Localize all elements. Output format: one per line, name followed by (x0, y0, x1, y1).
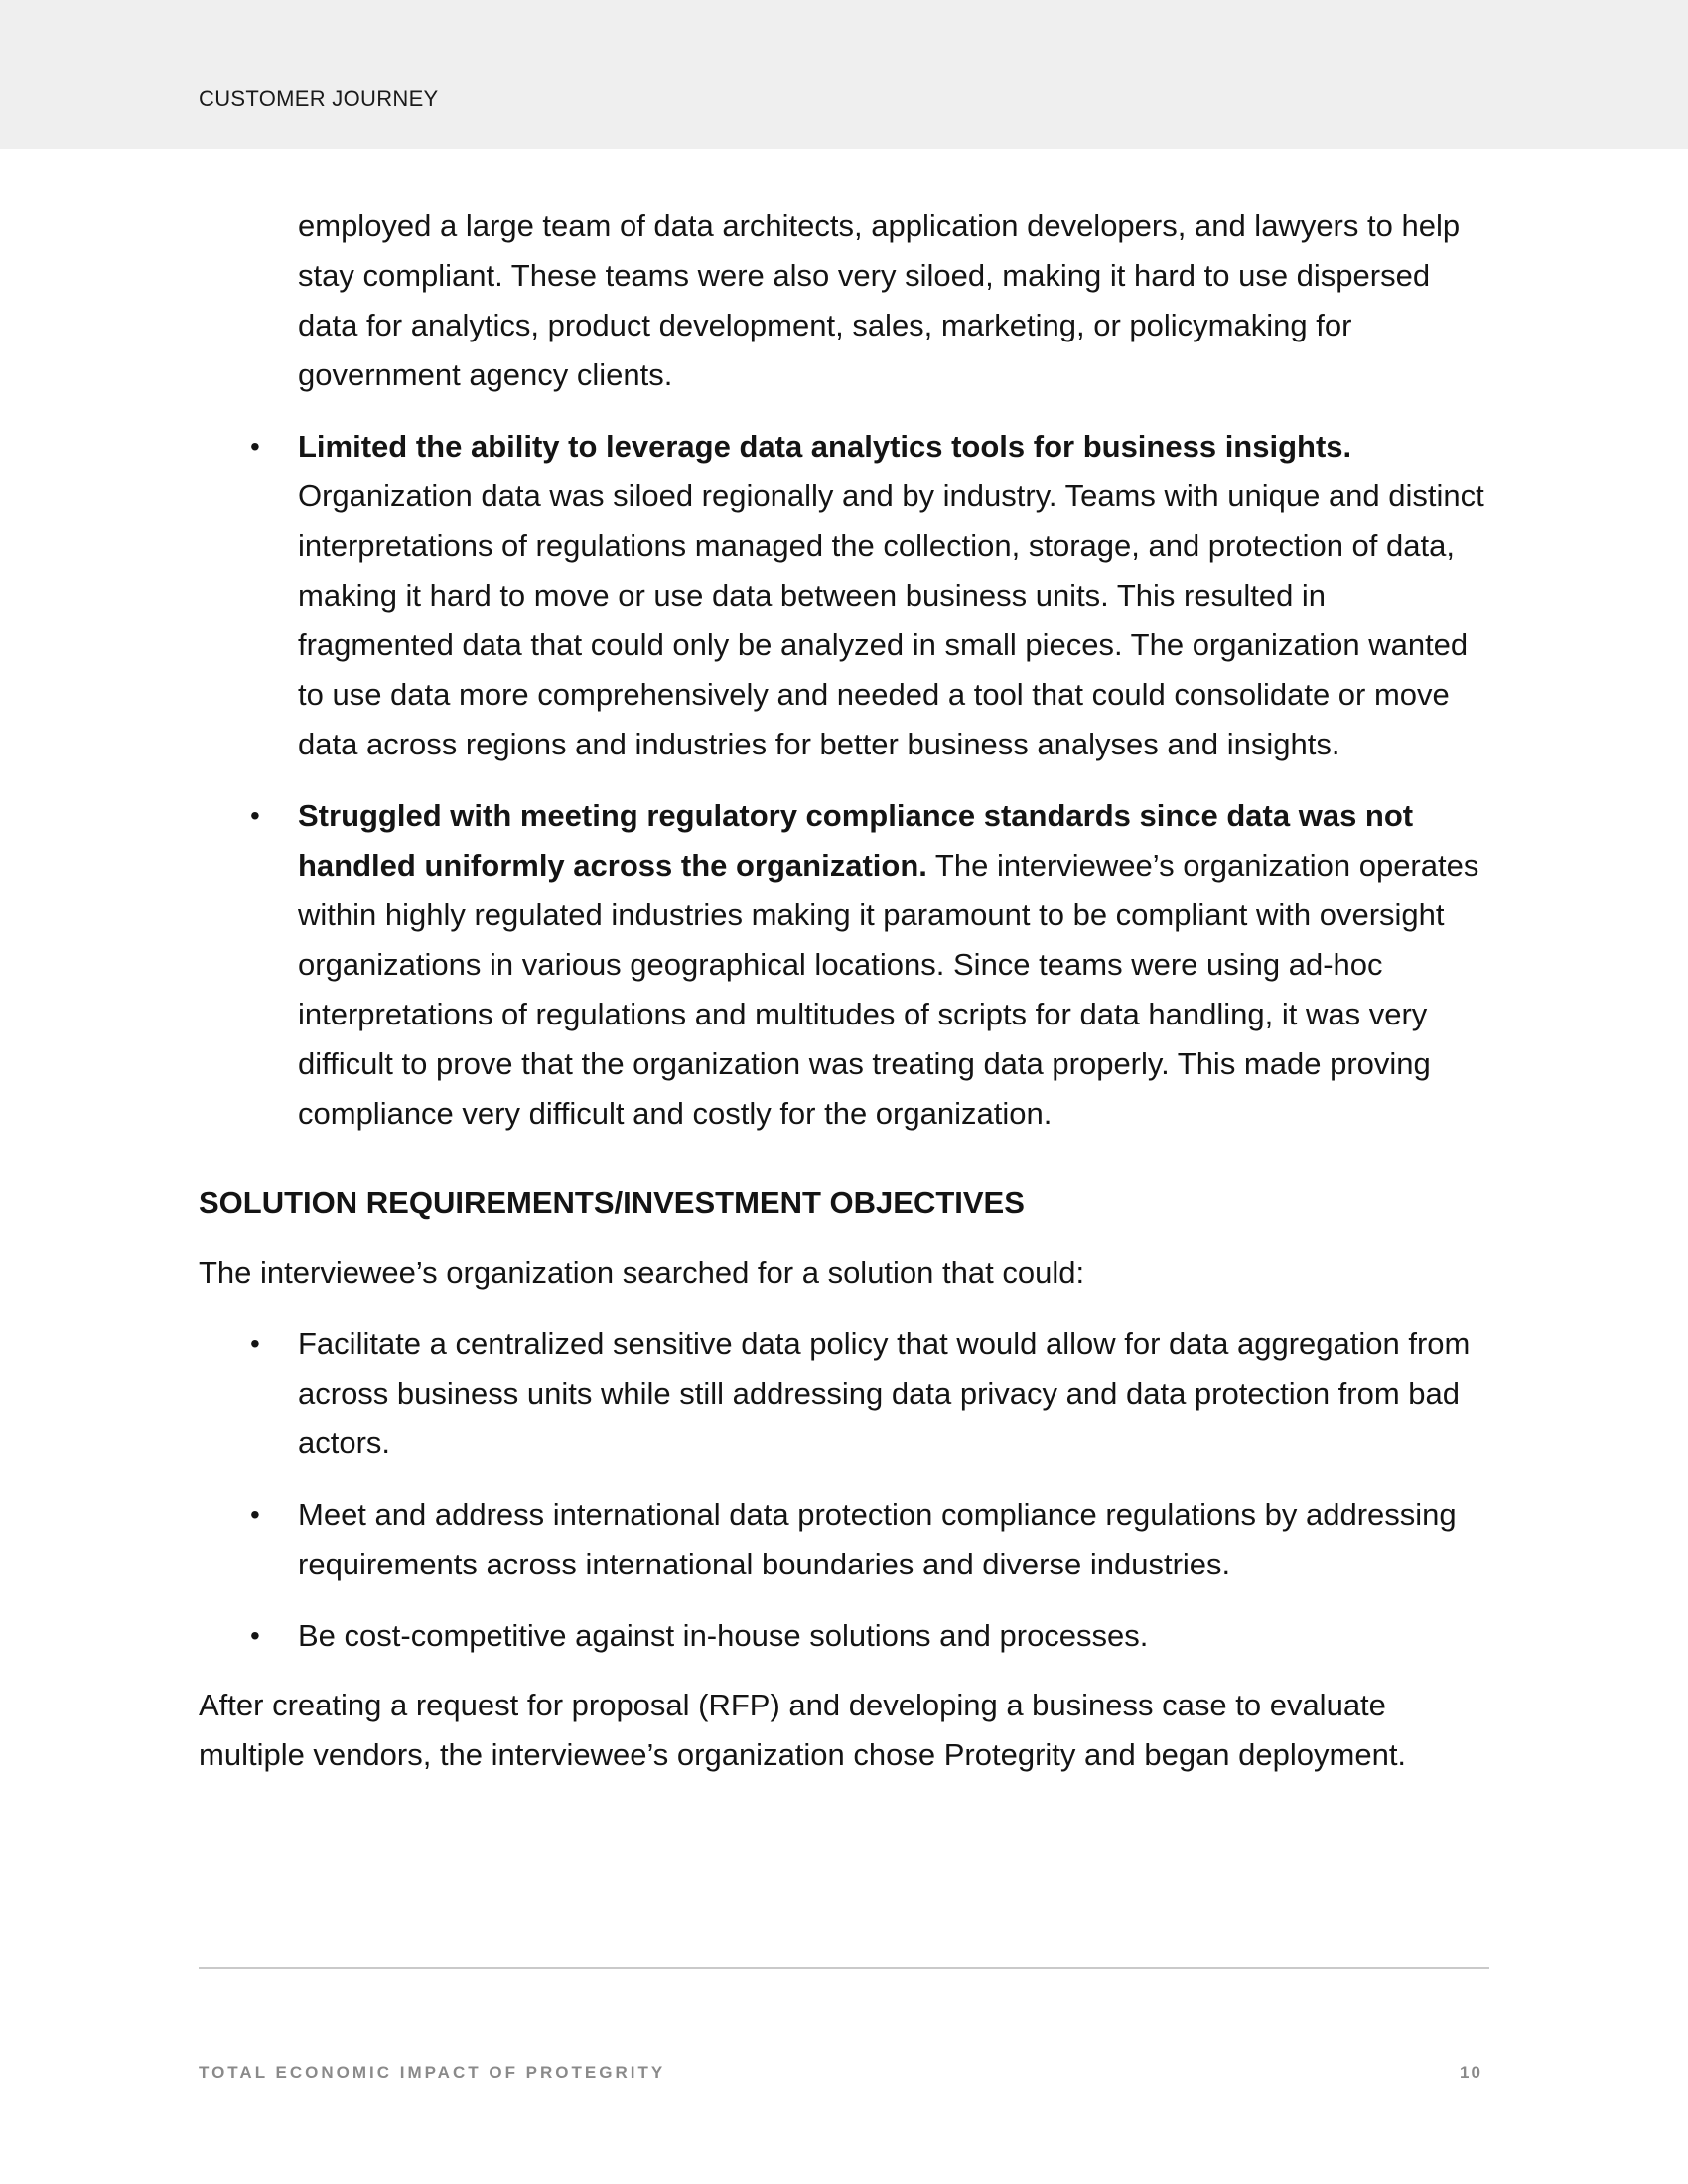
challenge-text: Organization data was siloed regionally and by industry. Teams with unique and distinct interpretations of regulations managed the collection, storage, and protection of data, making it hard to move or use data between business units. This resulted in fragmented data that could only be analyzed in small pieces. The organization wanted to use data more comprehensively and needed a tool that could consolidate or move data across regions and industries for better business analyses and insights. (298, 478, 1484, 761)
closing-paragraph: After creating a request for proposal (RFP) and developing a business case to evaluate multiple vendors, the interviewee’s organization chose Protegrity and began deployment. (199, 1688, 1407, 1772)
page-header (0, 0, 1688, 149)
section-title: CUSTOMER JOURNEY (199, 86, 439, 111)
footer-divider (199, 1967, 1489, 1969)
challenge-text: The interviewee’s organization operates within highly regulated industries making it paramount to be compliant with oversight organizations in various geographical locations. Since teams were using ad-hoc interpretations of regulations and multitudes of scripts for data handling, it was very difficult to prove that the organization was treating data properly. This made proving compliance very difficult and costly for the organization. (298, 848, 1479, 1131)
requirement-text: Facilitate a centralized sensitive data policy that would allow for data aggregation from across business units while still addressing data privacy and data protection from bad actors. (298, 1326, 1471, 1460)
requirement-item (199, 1611, 1489, 1661)
section-heading: SOLUTION REQUIREMENTS/INVESTMENT OBJECTIVES (199, 1185, 1025, 1220)
challenge-lead: Struggled with meeting regulatory compliance standards since data was not handled uniformly across the organization. (298, 798, 1414, 883)
requirements-list (199, 1319, 1489, 1661)
continued-paragraph: employed a large team of data architects, application developers, and lawyers to help stay compliant. These teams were also very siloed, making it hard to use dispersed data for analytics, product development, sales, marketing, or policymaking for government agency clients. (298, 208, 1461, 392)
bullet-icon: • (250, 1620, 260, 1651)
challenge-item (199, 791, 1489, 1139)
page-body (199, 202, 1489, 1780)
challenge-item (199, 422, 1489, 769)
footer-document-title: TOTAL ECONOMIC IMPACT OF PROTEGRITY (199, 2063, 666, 2082)
requirements-intro: The interviewee’s organization searched for a solution that could: (199, 1255, 1085, 1290)
requirement-text: Be cost-competitive against in-house solutions and processes. (298, 1618, 1149, 1653)
page-number: 10 (1460, 2063, 1482, 2082)
requirement-text: Meet and address international data protection compliance regulations by addressing requirements across international boundaries and diverse industries. (298, 1497, 1457, 1581)
challenge-list (199, 422, 1489, 1139)
requirement-item (199, 1319, 1489, 1468)
bullet-icon: • (250, 431, 260, 462)
bullet-icon: • (250, 800, 260, 831)
bullet-icon: • (250, 1499, 260, 1530)
requirement-item (199, 1490, 1489, 1589)
challenge-lead: Limited the ability to leverage data analytics tools for business insights. (298, 429, 1352, 464)
bullet-icon: • (250, 1328, 260, 1359)
